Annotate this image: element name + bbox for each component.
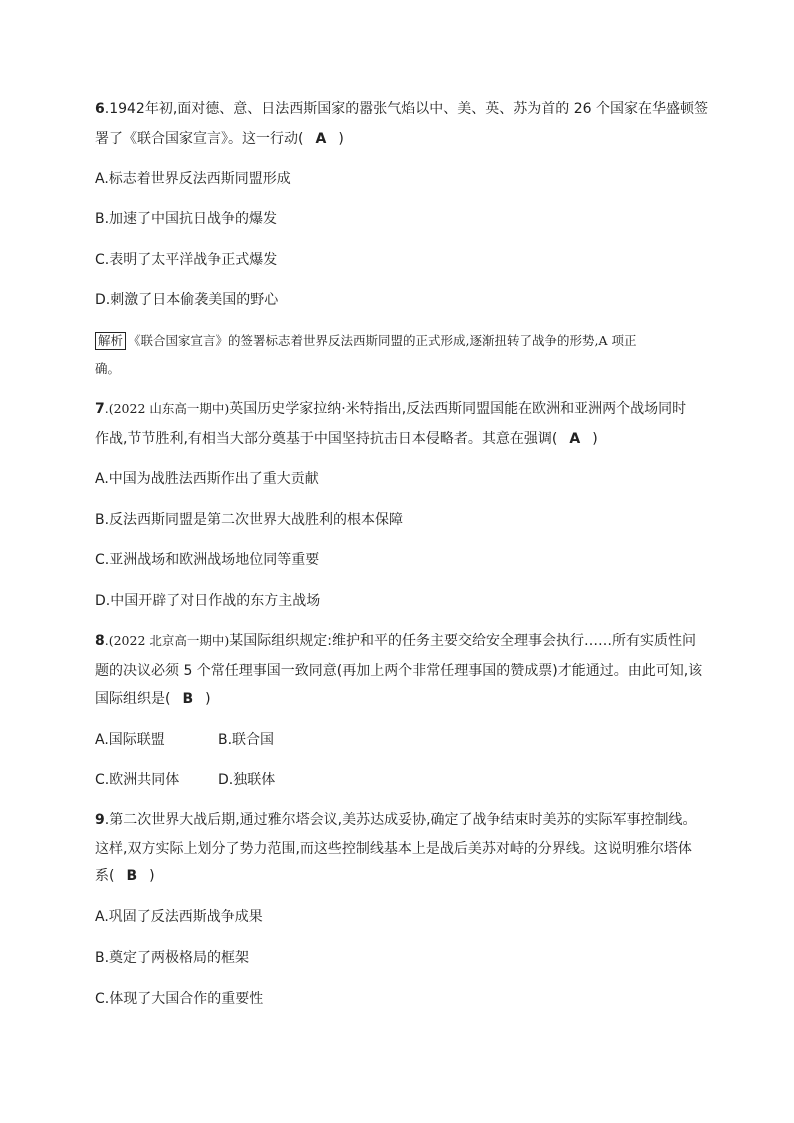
q7-stem-line1: 7.(2022 山东高一期中)英国历史学家拉纳·米特指出,反法西斯同盟国能在欧洲和亚洲两个战场同时 [95, 401, 687, 417]
analysis-tag: 解析 [95, 332, 126, 350]
q6-option-c: C.表明了太平洋战争正式爆发 [95, 252, 278, 268]
q8-source: .(2022 北京高一期中) [104, 633, 230, 648]
q8-stem-line1: 8.(2022 北京高一期中)某国际组织规定:维护和平的任务主要交给安全理事会执行……所有实质性问 [95, 633, 696, 649]
q8-stem-line2: 题的决议必须 5 个常任理事国一致同意(再加上两个非常任理事国的赞成票)才能通过。由此可知,该 [95, 663, 703, 679]
q7-source: .(2022 山东高一期中) [104, 401, 230, 416]
q8-option-d: D.独联体 [218, 772, 276, 788]
q7-option-a: A.中国为战胜法西斯作出了重大贡献 [95, 471, 319, 487]
q8-number: 8 [95, 633, 105, 649]
q8-option-a: A.国际联盟 [95, 732, 165, 748]
q8-option-b: B.联合国 [218, 732, 275, 748]
q9-stem-line1: 9.第二次世界大战后期,通过雅尔塔会议,美苏达成妥协,确定了战争结束时美苏的实际军事控制线。 [95, 812, 697, 828]
q9-number: 9 [95, 812, 105, 828]
q6-option-d: D.刺激了日本偷袭美国的野心 [95, 292, 279, 308]
q6-number: 6 [95, 101, 105, 117]
q7-option-c: C.亚洲战场和欧洲战场地位同等重要 [95, 552, 320, 568]
q7-option-d: D.中国开辟了对日作战的东方主战场 [95, 593, 321, 609]
q7-answer: A [569, 431, 581, 447]
q8-option-c: C.欧洲共同体 [95, 772, 180, 788]
q6-option-a: A.标志着世界反法西斯同盟形成 [95, 171, 291, 187]
q6-stem-line1: 6.1942年初,面对德、意、日法西斯国家的嚣张气焰以中、美、英、苏为首的 26 个国家在华盛顿签 [95, 101, 708, 117]
q8-stem-line3: 国际组织是( B ) [95, 691, 211, 707]
q9-option-b: B.奠定了两极格局的框架 [95, 950, 250, 966]
q6-analysis-line1: 解析 《联合国家宣言》的签署标志着世界反法西斯同盟的正式形成,逐渐扭转了战争的形势,A 项正 [95, 331, 636, 351]
q9-stem-line2: 这样,双方实际上划分了势力范围,而这些控制线基本上是战后美苏对峙的分界线。这说明雅尔塔体 [95, 841, 692, 857]
q9-option-c: C.体现了大国合作的重要性 [95, 991, 264, 1007]
q6-stem-line2: 署了《联合国家宣言》。这一行动( A ) [95, 131, 344, 147]
q9-option-a: A.巩固了反法西斯战争成果 [95, 909, 263, 925]
q9-answer: B [126, 868, 138, 884]
q7-option-b: B.反法西斯同盟是第二次世界大战胜利的根本保障 [95, 512, 404, 528]
q8-answer: B [182, 691, 194, 707]
q6-option-b: B.加速了中国抗日战争的爆发 [95, 211, 278, 227]
q9-stem-line3: 系( B ) [95, 868, 155, 884]
q6-analysis-line2: 确。 [95, 361, 121, 376]
q7-stem-line2: 作战,节节胜利,有相当大部分奠基于中国坚持抗击日本侵略者。其意在强调( A ) [95, 431, 598, 447]
q7-number: 7 [95, 401, 105, 417]
q6-answer: A [315, 131, 327, 147]
